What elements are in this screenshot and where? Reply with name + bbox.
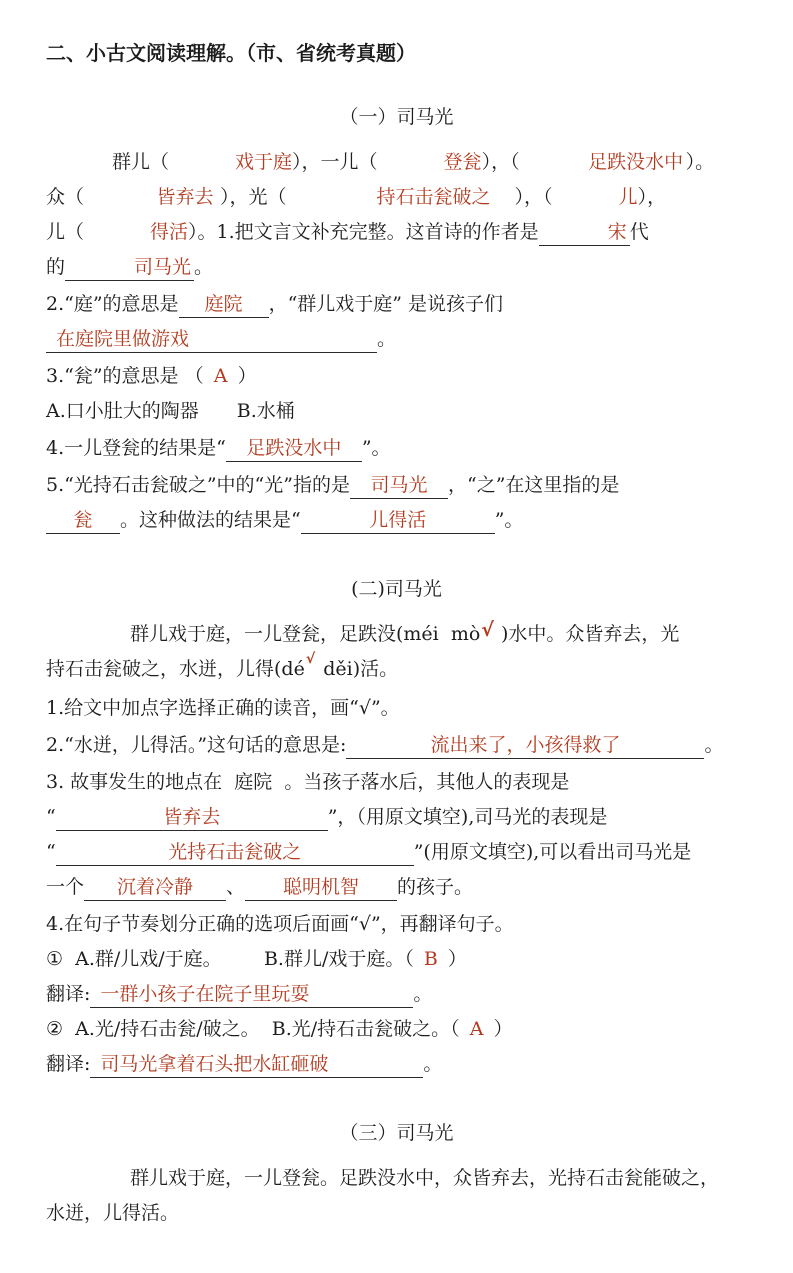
printed-text: ① A.群/儿戏/于庭。 B.群儿/戏于庭。（ xyxy=(46,948,414,970)
handwritten-answer: 得活 xyxy=(150,221,189,243)
printed-text: “ xyxy=(46,806,56,828)
handwritten-answer: 皆弃去 xyxy=(156,186,214,208)
section-2-title: (二)司马光 xyxy=(351,578,442,600)
handwritten-answer: A xyxy=(213,365,228,387)
handwritten-answer: 儿 xyxy=(618,186,638,208)
handwritten-answer: 持石击瓮破之 xyxy=(376,186,491,208)
printed-text: 。 xyxy=(704,734,724,756)
handwritten-answer-underlined: 宋 xyxy=(539,219,630,246)
handwritten-answer-underlined: 在庭院里做游戏 xyxy=(46,326,377,353)
section-1-question-2 xyxy=(46,287,747,357)
handwritten-answer: A xyxy=(469,1018,484,1040)
handwritten-answer-underlined: 光持石击瓮破之 xyxy=(56,839,414,866)
printed-text: 3. 故事发生的地点在 庭院 。当孩子落水后，其他人的表现是 xyxy=(46,771,570,793)
section-3-title: （三）司马光 xyxy=(339,1122,454,1144)
handwritten-answer-underlined: 瓮 xyxy=(46,507,120,534)
section-2-question-2 xyxy=(46,728,747,763)
section-2-question-3 xyxy=(46,765,747,905)
handwritten-answer-underlined: 司马光 xyxy=(65,254,194,281)
printed-text: ）。1.把文言文补充完整。这首诗的作者是 xyxy=(188,221,539,243)
printed-text: ）。 xyxy=(685,151,715,173)
printed-text: ”。 xyxy=(494,509,524,531)
printed-text: 、 xyxy=(226,876,246,898)
printed-text: 2.“水迸，儿得活。”这句话的意思是: xyxy=(46,734,347,756)
section-1-question-5 xyxy=(46,468,747,538)
printed-text: )水中。众皆弃去，光 xyxy=(494,623,680,645)
printed-text: 4.一儿登瓮的结果是“ xyxy=(46,437,226,459)
printed-text: 。 xyxy=(194,256,214,278)
section-1-passage-fill xyxy=(46,145,747,285)
check-mark: √ xyxy=(481,619,494,641)
handwritten-answer-underlined: 司马光拿着石头把水缸砸破 xyxy=(90,1051,423,1078)
printed-text: 群儿（ xyxy=(112,151,170,173)
handwritten-answer: 戏于庭 xyxy=(235,151,293,173)
handwritten-answer-underlined: 司马光 xyxy=(350,472,448,499)
printed-text: 代 xyxy=(629,221,649,243)
printed-text: ） xyxy=(447,948,467,970)
handwritten-answer-underlined: 一群小孩子在院子里玩耍 xyxy=(90,981,413,1008)
printed-text: ）， xyxy=(637,186,667,208)
handwritten-answer: 足跌没水中 xyxy=(588,151,684,173)
printed-text: 2.“庭”的意思是 xyxy=(46,293,179,315)
printed-text: 水迸，儿得活。 xyxy=(46,1202,180,1224)
check-mark: √ xyxy=(305,651,316,667)
printed-text: 5.“光持石击瓮破之”中的“光”指的是 xyxy=(46,474,350,496)
handwritten-answer-underlined: 庭院 xyxy=(179,291,269,318)
section-2-passage xyxy=(46,617,747,689)
printed-text: 4.在句子节奏划分正确的选项后面画“√”，再翻译句子。 xyxy=(46,913,514,935)
handwritten-answer: B xyxy=(423,948,438,970)
printed-text: ），光（ xyxy=(220,186,287,208)
section-3-passage xyxy=(46,1161,747,1231)
section-2 xyxy=(46,572,747,1082)
section-1-question-3 xyxy=(46,359,747,429)
printed-text: 翻译: xyxy=(46,983,91,1005)
printed-text: 。这种做法的结果是“ xyxy=(120,509,301,531)
printed-text: ） xyxy=(493,1018,513,1040)
printed-text: 1.给文中加点字选择正确的读音，画“√”。 xyxy=(46,697,400,719)
printed-text: 儿（ xyxy=(46,221,85,243)
printed-text: ），（ xyxy=(514,186,553,208)
handwritten-answer-underlined: 皆弃去 xyxy=(56,804,328,831)
handwritten-answer-underlined: 儿得活 xyxy=(301,507,495,534)
printed-text: 一个 xyxy=(46,876,85,898)
section-1 xyxy=(46,100,747,538)
section-3 xyxy=(46,1116,747,1231)
printed-text: 翻译: xyxy=(46,1053,91,1075)
section-2-question-4 xyxy=(46,907,747,1082)
printed-text: 。 xyxy=(413,983,433,1005)
printed-text: 众（ xyxy=(46,186,85,208)
printed-text: ② A.光/持石击瓮/破之。 B.光/持石击瓮破之。（ xyxy=(46,1018,460,1040)
printed-text: ，“群儿戏于庭” 是说孩子们 xyxy=(268,293,504,315)
printed-text: 群儿戏于庭，一儿登瓮。足跌没水中，众皆弃去，光持石击瓮能破之， xyxy=(130,1167,720,1189)
printed-text: ”(用原文填空),可以看出司马光是 xyxy=(413,841,692,863)
handwritten-answer-underlined: 聪明机智 xyxy=(245,874,397,901)
handwritten-answer-underlined: 足跌没水中 xyxy=(226,435,362,462)
printed-text: A.口小肚大的陶器 B.水桶 xyxy=(46,400,295,422)
handwritten-answer-underlined: 沉着冷静 xyxy=(84,874,226,901)
printed-text: ”，（用原文填空),司马光的表现是 xyxy=(327,806,608,828)
printed-text: ） xyxy=(237,365,257,387)
printed-text: ”。 xyxy=(361,437,391,459)
printed-text: ，“之”在这里指的是 xyxy=(447,474,620,496)
printed-text: 的 xyxy=(46,256,66,278)
section-2-question-1 xyxy=(46,691,747,726)
printed-text: 的孩子。 xyxy=(397,876,474,898)
section-1-title: （一）司马光 xyxy=(339,106,454,128)
handwritten-answer-underlined: 流出来了，小孩得救了 xyxy=(346,732,704,759)
printed-text: 3.“瓮”的意思是 （ xyxy=(46,365,204,387)
handwritten-answer: 登瓮 xyxy=(443,151,482,173)
printed-text: 。 xyxy=(377,328,397,350)
printed-text: 群儿戏于庭，一儿登瓮，足跌没(méi mò xyxy=(130,623,481,645)
printed-text: ），一儿（ xyxy=(292,151,378,173)
printed-text: ），（ xyxy=(481,151,520,173)
printed-text: děi)活。 xyxy=(317,658,399,680)
worksheet-heading: 二、小古文阅读理解。（市、省统考真题） xyxy=(46,41,416,65)
printed-text: “ xyxy=(46,841,56,863)
printed-text: 。 xyxy=(423,1053,443,1075)
printed-text: 持石击瓮破之，水迸，儿得(dé xyxy=(46,658,305,680)
section-1-question-4 xyxy=(46,431,747,466)
